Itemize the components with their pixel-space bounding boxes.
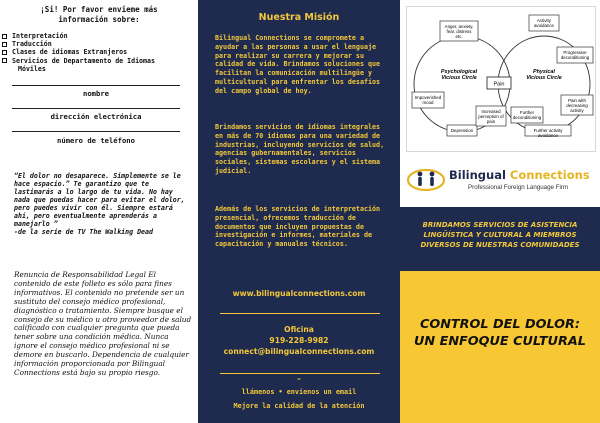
diagram-label: Further activity avoidance <box>533 128 563 139</box>
email-label: dirección electrónica <box>50 112 142 121</box>
phone-number[interactable]: 919-228-9982 <box>269 336 329 345</box>
checkbox-icon[interactable] <box>2 58 7 63</box>
diagram-node <box>476 106 506 126</box>
diagram-node <box>561 95 593 115</box>
mission-title: Nuestra Misión <box>258 12 340 23</box>
services-banner-text: BRINDAMOS SERVICIOS DE ASISTENCIA LINGÜÍSTICA Y CULTURAL A MIEMBROS DIVERSOS DE NUESTRAS COMUNIDADES <box>420 221 580 249</box>
divider <box>220 313 380 314</box>
checkbox-icon[interactable] <box>2 34 7 39</box>
service-option-continued: Móviles <box>18 64 46 73</box>
psychological-circle-label: Psychological Vicious Circle <box>440 69 478 82</box>
diagram-label: Anger, anxiety, fear, distress etc. <box>444 24 474 40</box>
office-label: Oficina <box>284 325 314 334</box>
logo-name: Bilingual Connections <box>449 168 590 182</box>
pain-cycle-diagram <box>406 6 596 152</box>
phone-line[interactable] <box>12 131 180 132</box>
phone-label: número de teléfono <box>57 136 135 145</box>
name-line[interactable] <box>12 85 180 86</box>
diagram-label: Depression <box>450 128 474 133</box>
contact-cta: llámenos • envíenos un email <box>241 388 357 396</box>
diagram-node <box>525 125 571 138</box>
brochure-title: CONTROL DEL DOLOR: UN ENFOQUE CULTURAL <box>414 317 586 349</box>
quote-text: “El dolor no desaparece. Simplemente se le hace espacio.” Te garantizo que te lastimarás a lo largo de tu vida. No hay nada que puedas hacer para evitar el dolor, pero puedes vivir con él. Siempre estará ahí, pero eventualmente aprenderás a manejarlo ” <box>14 172 185 228</box>
diagram-node <box>440 21 478 41</box>
diagram-label: Further deconditioning <box>512 110 542 121</box>
checkbox-icon[interactable] <box>2 42 7 47</box>
diagram-node-pain <box>487 77 511 89</box>
diagram-label: Pain <box>493 81 505 88</box>
form-title: ¡Si! Por favor envieme más información sobre: <box>40 5 158 24</box>
legal-disclaimer: Renuncia de Responsabilidad Legal El contenido de este folleto es sólo para fines informativos. El contenido no pretende ser un sustituto del consejo médico profesional, diagnóstico o tratamiento. Siempre busque el consejo de su médico u otro proveedor de salud calificado con cualquier pregunta que pueda tener sobre una condición médica. Nunca ignore el consejo médico profesional ni se demore en buscarlo. Dependencia de cualquier información proporcionada por Bilingual Connections está bajo su propio riesgo. <box>14 270 192 377</box>
services-banner <box>400 207 600 271</box>
diagram-label: Increased perception of pain <box>478 109 504 125</box>
service-option[interactable]: Interpretación <box>2 32 192 40</box>
mission-panel <box>198 0 400 423</box>
mission-paragraph-3: Además de los servicios de interpretación presencial, ofrecemos traducción de documentos que incluyen propuestas de investigación e informes, materiales de capacitación y manuales técnicos. <box>215 205 381 248</box>
quote <box>14 172 190 236</box>
cover-panel <box>400 0 600 423</box>
mission-paragraph-2: Brindamos servicios de idiomas integrales en más de 70 idiomas para una variedad de industrias, incluyendo servicios de salud, agencias gubernamentales, servicios sociales, sistemas escolares y el sistema judicial. <box>215 123 385 175</box>
mission-paragraph-1: Bilingual Connections se compromete a ayudar a las personas a usar el lenguaje para realizar su carrera y mejorar su calidad de vida. Brindamos soluciones que facilitan la comunicación multilingüe y multicultural para enfrentar los desafíos del campo global de hoy. <box>215 34 381 95</box>
contact-form-panel <box>0 0 198 423</box>
physical-circle-label: Physical Vicious Circle <box>526 69 562 82</box>
service-option[interactable]: Clases de idiomas Extranjeros <box>2 48 192 56</box>
email-link[interactable]: connect@bilingualconnections.com <box>223 347 375 356</box>
logo-icon <box>406 163 446 197</box>
services-checklist <box>2 32 192 73</box>
diagram-node <box>529 15 559 31</box>
diagram-node <box>557 47 593 63</box>
website-link[interactable]: www.bilingualconnections.com <box>232 289 366 298</box>
diagram-node <box>412 92 444 108</box>
service-option[interactable]: Servicios de Departamento de Idiomas <box>2 57 192 65</box>
email-line[interactable] <box>12 108 180 109</box>
company-logo <box>406 163 596 197</box>
dash: – <box>297 374 301 383</box>
quote-source: -de la serie de TV The Walking Dead <box>14 228 153 236</box>
title-block <box>400 271 600 423</box>
diagram-node <box>447 125 477 136</box>
diagram-label: Activity avoidance <box>533 18 555 29</box>
diagram-node <box>511 107 543 123</box>
diagram-label: Pain with decreasing activity <box>566 98 588 114</box>
slogan: Mejore la calidad de la atención <box>233 402 365 410</box>
diagram-label: Progressive deconditioning <box>560 50 590 61</box>
diagram-label: Impoverished mood <box>414 95 442 106</box>
name-label: nombre <box>83 89 109 98</box>
checkbox-icon[interactable] <box>2 50 7 55</box>
logo-tagline: Professional Foreign Language Firm <box>468 184 569 191</box>
service-option[interactable]: Traducción <box>2 40 192 48</box>
